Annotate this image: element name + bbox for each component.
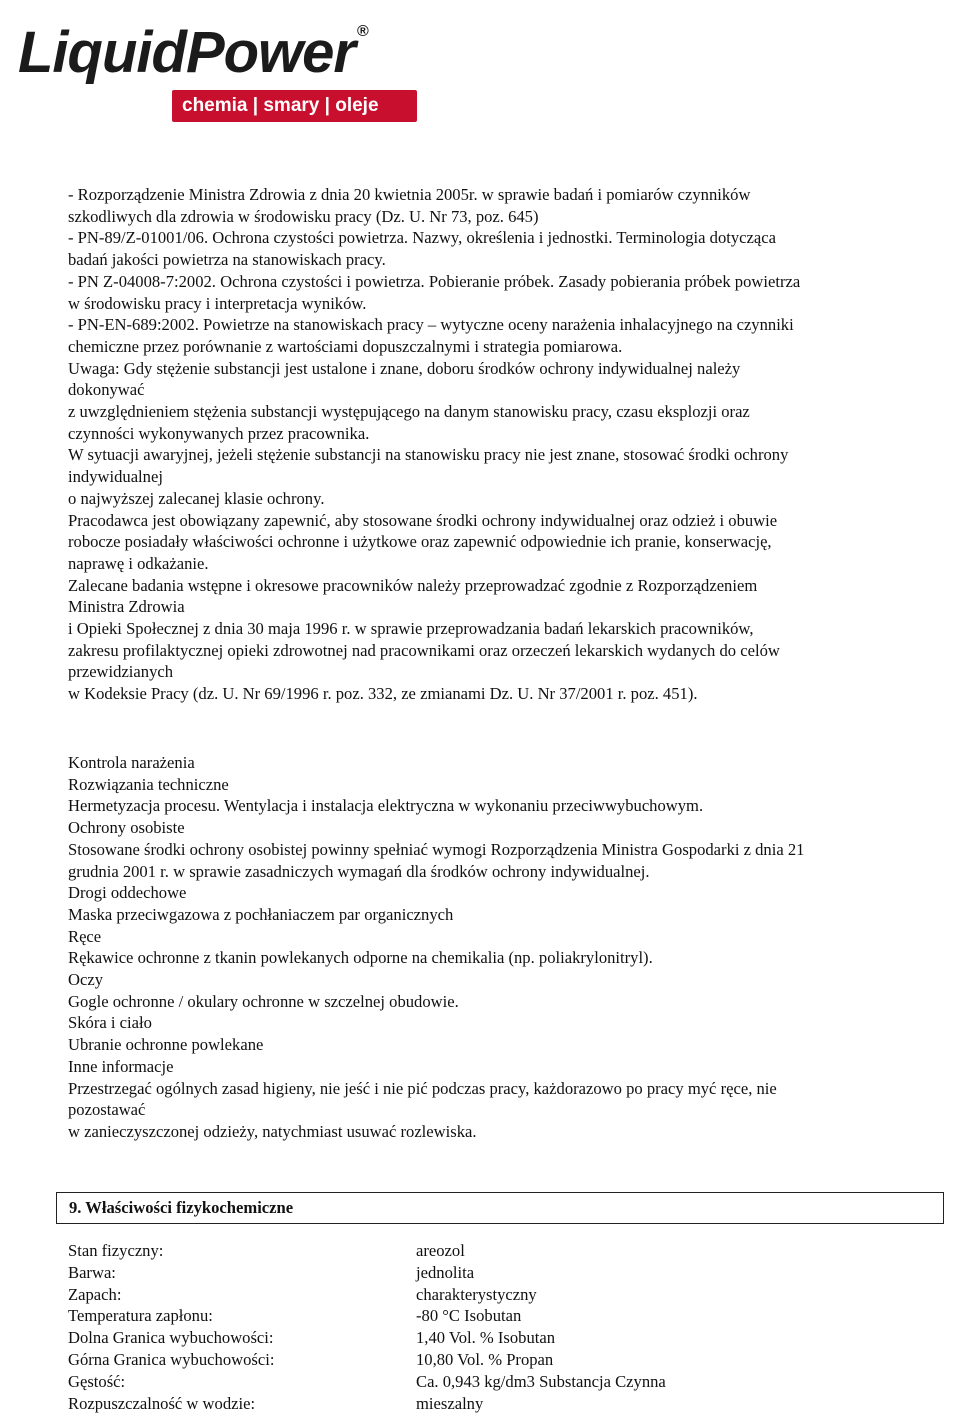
property-label: Stan fizyczny: (68, 1241, 164, 1260)
text-line: badań jakości powietrza na stanowiskach pracy. (68, 250, 386, 270)
property-value: Ca. 0,943 kg/dm3 Substancja Czynna (416, 1371, 666, 1391)
text-line: i Opieki Społecznej z dnia 30 maja 1996 r. w sprawie przeprowadzania badań lekarskich pracowników, (68, 619, 754, 639)
text-line: czynności wykonywanych przez pracownika. (68, 423, 370, 443)
property-value: 1,40 Vol. % Isobutan (416, 1328, 556, 1348)
registered-mark: ® (357, 23, 368, 40)
text-line: - PN-89/Z-01001/06. Ochrona czystości powietrza. Nazwy, określenia i jednostki. Terminologia dotycząca (68, 228, 777, 248)
property-row (68, 1371, 948, 1393)
text-line: indywidualnej (68, 467, 163, 487)
property-label: Górna Granica wybuchowości: (68, 1349, 275, 1369)
text-line: - Rozporządzenie Ministra Zdrowia z dnia 20 kwietnia 2005r. w sprawie badań i pomiarów czynników (68, 185, 751, 204)
physicochemical-properties (68, 1240, 948, 1414)
property-row (68, 1327, 948, 1349)
text-line: grudnia 2001 r. w sprawie zasadniczych wymagań dla środków ochrony indywidualnej. (68, 861, 650, 881)
property-value: charakterystyczny (416, 1284, 537, 1304)
text-line: Oczy (68, 970, 104, 990)
text-line: Inne informacje (68, 1056, 174, 1076)
text-line: pozostawać (68, 1100, 146, 1120)
text-line: z uwzględnieniem stężenia substancji występującego na danym stanowisku pracy, czasu eksplozji oraz (68, 402, 750, 422)
text-line: Skóra i ciało (68, 1013, 152, 1033)
property-row (68, 1349, 948, 1371)
section-9-header (56, 1192, 944, 1224)
text-line: o najwyższej zalecanej klasie ochrony. (68, 488, 325, 508)
logo-tagline: chemia | smary | oleje (182, 95, 379, 116)
property-row (68, 1262, 948, 1284)
property-value: 10,80 Vol. % Propan (416, 1349, 554, 1369)
text-line: Zalecane badania wstępne i okresowe pracowników należy przeprowadzać zgodnie z Rozporządzeniem (68, 575, 758, 595)
text-line: Przestrzegać ogólnych zasad higieny, nie jeść i nie pić podczas pracy, każdorazowo po pracy myć ręce, nie (68, 1078, 777, 1098)
text-line: Rozwiązania techniczne (68, 774, 229, 794)
text-line: dokonywać (68, 380, 145, 400)
property-row (68, 1284, 948, 1306)
regulations-text-block (68, 184, 948, 705)
text-line: przewidzianych (68, 662, 174, 682)
section-title: 9. Właściwości fizykochemiczne (69, 1198, 294, 1217)
company-logo (4, 4, 424, 126)
text-line: zakresu profilaktycznej opieki zdrowotnej nad pracownikami oraz orzeczeń lekarskich wydanych do celów (68, 640, 780, 660)
logo-wordmark (18, 20, 368, 85)
text-line: Pracodawca jest obowiązany zapewnić, aby stosowane środki ochrony indywidualnej oraz odzież i obuwie (68, 510, 778, 530)
text-line: Uwaga: Gdy stężenie substancji jest ustalone i znane, doboru środków ochrony indywidualnej należy (68, 358, 741, 378)
text-line: Maska przeciwgazowa z pochłaniaczem par organicznych (68, 904, 454, 924)
property-value: mieszalny (416, 1393, 484, 1413)
text-line: Ochrony osobiste (68, 818, 185, 838)
text-line: Drogi oddechowe (68, 883, 187, 903)
property-label: Dolna Granica wybuchowości: (68, 1328, 274, 1348)
property-label: Barwa: (68, 1262, 116, 1282)
text-line: Kontrola narażenia (68, 753, 195, 772)
text-line: Gogle ochronne / okulary ochronne w szczelnej obudowie. (68, 991, 459, 1011)
property-label: Temperatura zapłonu: (68, 1306, 213, 1326)
text-line: naprawę i odkażanie. (68, 553, 209, 573)
text-line: Ręce (68, 926, 102, 946)
text-line: Rękawice ochronne z tkanin powlekanych odporne na chemikalia (np. poliakrylonitryl). (68, 948, 653, 968)
property-label: Gęstość: (68, 1371, 126, 1391)
property-label: Rozpuszczalność w wodzie: (68, 1393, 256, 1413)
property-label: Zapach: (68, 1284, 122, 1304)
text-line: w środowisku pracy i interpretacja wyników. (68, 293, 367, 313)
text-line: - PN Z-04008-7:2002. Ochrona czystości i powietrza. Pobieranie próbek. Zasady pobierania próbek powietrza (68, 271, 801, 291)
text-line: w Kodeksie Pracy (dz. U. Nr 69/1996 r. poz. 332, ze zmianami Dz. U. Nr 37/2001 r. poz. 451). (68, 684, 698, 704)
text-line: Ministra Zdrowia (68, 597, 185, 617)
text-line: - PN-EN-689:2002. Powietrze na stanowiskach pracy – wytyczne oceny narażenia inhalacyjnego na czynniki (68, 315, 794, 335)
text-line: Stosowane środki ochrony osobistej powinny spełniać wymogi Rozporządzenia Ministra Gospodarki z dnia 21 (68, 839, 805, 859)
property-value: areozol (416, 1241, 465, 1260)
exposure-control-block (68, 752, 948, 1143)
property-value: jednolita (416, 1262, 475, 1282)
text-line: Hermetyzacja procesu. Wentylacja i instalacja elektryczna w wykonaniu przeciwwybuchowym. (68, 796, 704, 816)
property-row (68, 1240, 948, 1262)
text-line: w zanieczyszczonej odzieży, natychmiast usuwać rozlewiska. (68, 1121, 477, 1141)
text-line: W sytuacji awaryjnej, jeżeli stężenie substancji na stanowisku pracy nie jest znane, stosować środki ochrony (68, 445, 789, 465)
text-line: chemiczne przez porównanie z wartościami dopuszczalnymi i strategia pomiarowa. (68, 336, 623, 356)
text-line: robocze posiadały właściwości ochronne i użytkowe oraz zapewnić odpowiednie ich pranie, konserwację, (68, 532, 772, 552)
text-line: szkodliwych dla zdrowia w środowisku pracy (Dz. U. Nr 73, poz. 645) (68, 206, 539, 226)
property-value: -80 °C Isobutan (416, 1306, 522, 1326)
text-line: Ubranie ochronne powlekane (68, 1035, 264, 1055)
logo-brand-text: LiquidPower (18, 20, 355, 85)
property-row (68, 1305, 948, 1327)
property-row (68, 1393, 948, 1415)
